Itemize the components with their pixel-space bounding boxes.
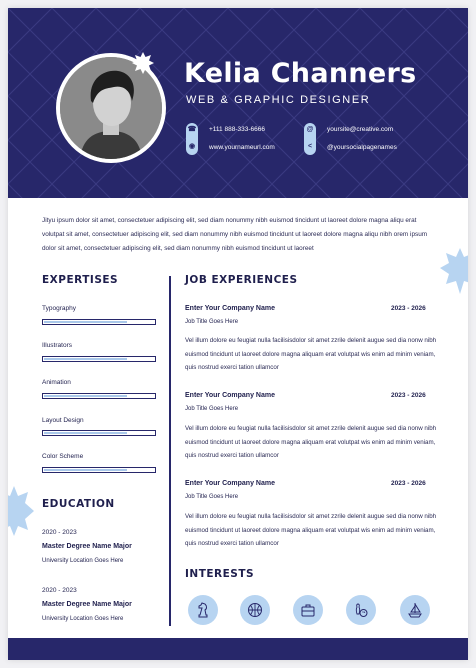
skill-fill xyxy=(44,469,127,471)
job-company: Enter Your Company Name xyxy=(185,392,275,399)
edu-degree: Master Degree Name Major xyxy=(42,543,132,550)
contact-email: yoursite@creative.com xyxy=(327,126,394,133)
skill-fill xyxy=(44,432,127,434)
skill-label: Typography xyxy=(42,305,76,312)
resume-page xyxy=(8,8,468,660)
skill-bar xyxy=(42,356,156,362)
briefcase-icon xyxy=(293,595,323,625)
skill-fill xyxy=(44,358,127,360)
job-years: 2023 - 2026 xyxy=(391,392,426,399)
job-title: Job Title Goes Here xyxy=(185,406,239,412)
skill-label: Animation xyxy=(42,379,71,386)
skill-bar xyxy=(42,430,156,436)
skill-fill xyxy=(44,395,127,397)
skill-bar xyxy=(42,319,156,325)
contact-social: @yoursocialpagenames xyxy=(327,144,397,151)
edu-location: University Location Goes Here xyxy=(42,558,124,564)
decor-star-right xyxy=(440,248,468,294)
job-title: Job Title Goes Here xyxy=(185,494,239,500)
skill-label: Illustrators xyxy=(42,342,72,349)
share-icon: < xyxy=(307,143,313,150)
job-years: 2023 - 2026 xyxy=(391,480,426,487)
expertises-title: EXPERTISES xyxy=(42,274,119,286)
contact-phone: +111 888-333-6666 xyxy=(209,126,265,133)
intro-paragraph: Jityu ipsum dolor sit amet, consectetuer adipiscing elit, sed diam nonummy nibh euismod tincidunt ut laoreet dolore magna aliqu erat volutpat sit amet, consectetuer adipiscing elit, sed diam nonummy nibh euismod tincidunt ut laoreet dolore magna aliqu nibh orem ipsum dolor sit amet, consectetuer adipiscing elit, sed diam nonummy nibh euismod tincidunt ut laoreet xyxy=(42,217,428,252)
email-icon: @ xyxy=(306,126,314,133)
skill-fill xyxy=(44,321,127,323)
job-description: Vel illum dolore eu feugiat nulla facilisisdolor sit amet zzrile delenit augue sed dia nonw nibh euismod tincidunt ut laoreet dolore magna aliquam erat volutpat wis enim ad minim veniam, quis nostrud exerci tation ullamcor xyxy=(185,337,437,371)
globe-icon: ◉ xyxy=(188,143,196,150)
edu-years: 2020 - 2023 xyxy=(42,587,77,594)
sailboat-icon xyxy=(400,595,430,625)
bowling-icon xyxy=(346,595,376,625)
job-company: Enter Your Company Name xyxy=(185,305,275,312)
interests-title: INTERESTS xyxy=(185,568,255,580)
job-description: Vel illum dolore eu feugiat nulla facilisisdolor sit amet zzrile delenit augue sed dia nonw nibh euismod tincidunt ut laoreet dolore magna aliquam erat volutpat wis enim ad minim veniam, quis nostrud exerci tation ullamcor xyxy=(185,513,437,547)
basketball-icon xyxy=(240,595,270,625)
edu-years: 2020 - 2023 xyxy=(42,529,77,536)
job-title: Job Title Goes Here xyxy=(185,319,239,325)
job-description: Vel illum dolore eu feugiat nulla facilisisdolor sit amet zzrile delenit augue sed dia nonw nibh euismod tincidunt ut laoreet dolore magna aliquam erat volutpat wis enim ad minim veniam, quis nostrud exerci tation ullamcor xyxy=(185,425,437,459)
candidate-name: Kelia Channers xyxy=(184,58,417,89)
footer-band xyxy=(8,638,468,660)
edu-degree: Master Degree Name Major xyxy=(42,601,132,608)
skill-bar xyxy=(42,467,156,473)
skill-label: Layout Design xyxy=(42,417,84,424)
chess-knight-icon xyxy=(188,595,218,625)
education-title: EDUCATION xyxy=(42,498,115,510)
jobs-title: JOB EXPERIENCES xyxy=(185,274,298,286)
job-company: Enter Your Company Name xyxy=(185,480,275,487)
edu-location: University Location Goes Here xyxy=(42,616,124,622)
skill-bar xyxy=(42,393,156,399)
phone-icon: ☎ xyxy=(187,126,197,133)
badge-star-icon xyxy=(132,52,154,74)
contact-website: www.yournameurl.com xyxy=(209,144,275,151)
candidate-role: WEB & GRAPHIC DESIGNER xyxy=(186,94,371,106)
skill-label: Color Scheme xyxy=(42,453,84,460)
decor-star-left xyxy=(8,486,34,536)
job-years: 2023 - 2026 xyxy=(391,305,426,312)
column-divider xyxy=(169,276,171,626)
header-banner xyxy=(8,8,468,198)
